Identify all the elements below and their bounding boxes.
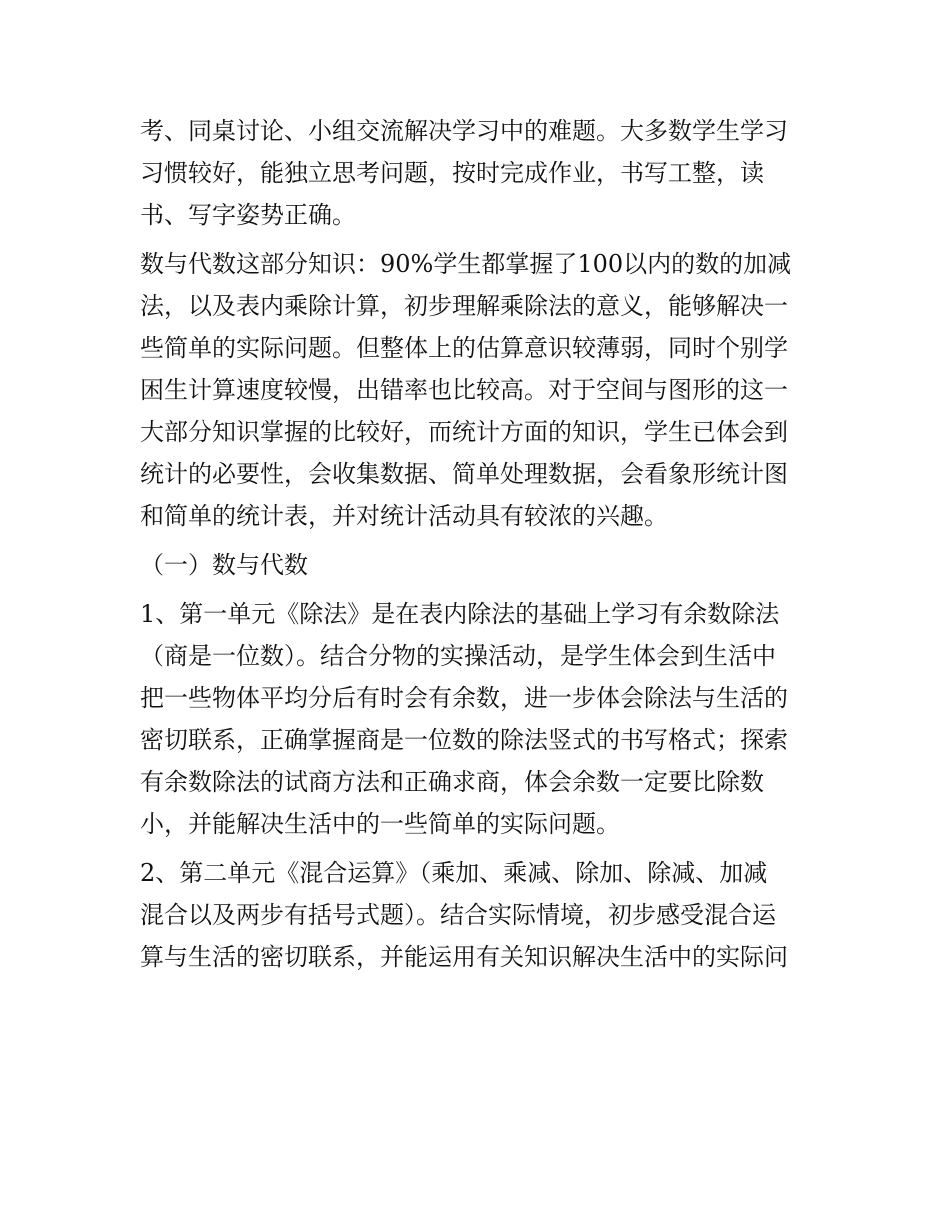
text-line: 统计的必要性，会收集数据、简单处理数据，会看象形统计图 [140,460,788,488]
text-line: 法，以及表内乘除计算，初步理解乘除法的意义，能够解决一 [140,292,788,320]
text-line: 1、第一单元《除法》是在表内除法的基础上学习有余数除法 [140,600,780,628]
text-line: 算与生活的密切联系，并能运用有关知识解决生活中的实际问 [140,943,788,971]
text-line: 大部分知识掌握的比较好，而统计方面的知识，学生已体会到 [140,418,788,446]
text-line: 些简单的实际问题。但整体上的估算意识较薄弱，同时个别学 [140,334,788,362]
text-line: 混合以及两步有括号式题）。结合实际情境，初步感受混合运 [140,901,776,929]
section-heading: （一）数与代数 [140,551,308,579]
text-line: 习惯较好，能独立思考问题，按时完成作业，书写工整，读 [140,159,764,187]
text-line: 数与代数这部分知识：90%学生都掌握了100以内的数的加减 [140,250,792,278]
text-line: 有余数除法的试商方法和正确求商，体会余数一定要比除数 [140,768,764,796]
document-body [140,110,820,978]
text-line: 密切联系，正确掌握商是一位数的除法竖式的书写格式；探索 [140,726,788,754]
text-line: 小，并能解决生活中的一些简单的实际问题。 [140,810,620,838]
text-line: 把一些物体平均分后有时会有余数，进一步体会除法与生活的 [140,684,788,712]
text-line: 考、同桌讨论、小组交流解决学习中的难题。大多数学生学习 [140,117,788,145]
text-line: 2、第二单元《混合运算》（乘加、乘减、除加、除减、加减 [140,859,768,887]
text-line: 书、写字姿势正确。 [140,201,356,229]
text-line: 困生计算速度较慢，出错率也比较高。对于空间与图形的这一 [140,376,788,404]
text-line: 和简单的统计表，并对统计活动具有较浓的兴趣。 [140,502,668,530]
text-line: （商是一位数）。结合分物的实操活动，是学生体会到生活中 [140,642,776,670]
